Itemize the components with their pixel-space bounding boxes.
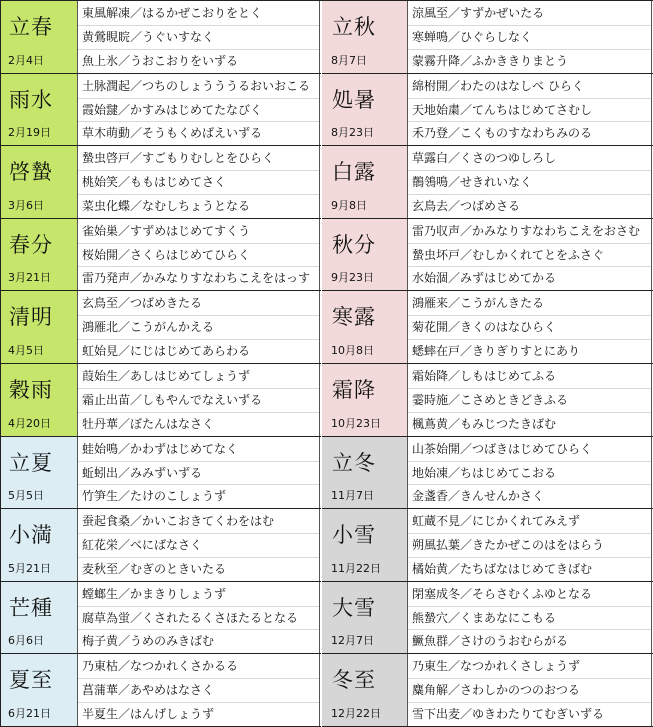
term-date: 9月8日 — [331, 199, 367, 212]
term-name: 芒種 — [9, 596, 53, 620]
term-name-cell — [1, 291, 78, 363]
microseason-entry: 蛙始鳴／かわずはじめてなく — [82, 442, 239, 456]
entry-divider — [78, 606, 319, 607]
term-name-cell — [1, 1, 78, 73]
entry-divider — [408, 98, 651, 99]
term-date: 10月8日 — [331, 344, 374, 357]
term-name-cell — [322, 364, 408, 436]
term-name: 雨水 — [9, 88, 53, 112]
term-date: 8月7日 — [331, 54, 367, 67]
term-entries — [408, 654, 652, 726]
term-row — [1, 74, 321, 146]
term-name: 立春 — [9, 15, 53, 39]
term-entries — [78, 219, 320, 290]
term-entries — [78, 1, 320, 73]
microseason-entry: 鱖魚群／さけのうおむらがる — [412, 634, 569, 648]
term-name: 冬至 — [332, 668, 376, 692]
microseason-entry: 螳螂生／かまきりしょうず — [82, 587, 227, 601]
microseason-entry: 地始凍／ちはじめてこおる — [412, 466, 557, 480]
entry-divider — [78, 121, 319, 122]
entry-divider — [78, 339, 319, 340]
entry-divider — [78, 678, 319, 679]
microseason-entry: 蚕起食桑／かいこおきてくわをはむ — [82, 514, 275, 528]
term-entries — [408, 364, 652, 436]
entry-divider — [408, 339, 651, 340]
microseason-entry: 雷乃発声／かみなりすなわちこえをはっす — [82, 271, 311, 285]
term-name-cell — [322, 74, 408, 145]
microseason-entry: 葭始生／あしはじめてしょうず — [82, 369, 251, 383]
microseason-entry: 桃始笑／ももはじめてさく — [82, 175, 227, 189]
entry-divider — [408, 49, 651, 50]
microseason-entry: 雪下出麦／ゆきわたりてむぎいずる — [412, 707, 605, 721]
term-date: 3月6日 — [8, 199, 44, 212]
term-name: 清明 — [9, 305, 53, 329]
entry-divider — [408, 388, 651, 389]
term-date: 5月21日 — [8, 562, 51, 575]
term-entries — [408, 146, 652, 218]
term-entries — [408, 219, 652, 290]
term-name-cell — [1, 219, 78, 290]
microseason-entry: 鴻雁北／こうがんかえる — [82, 320, 215, 334]
term-row — [322, 509, 653, 582]
microseason-entry: 霜始降／しもはじめてふる — [412, 369, 557, 383]
term-row — [322, 74, 653, 146]
microseason-entry: 蒙霧升降／ふかききりまとう — [412, 54, 569, 68]
microseason-entry: 菜虫化蝶／なむしちょうとなる — [82, 199, 251, 213]
term-name: 穀雨 — [9, 378, 53, 402]
term-name: 夏至 — [9, 668, 53, 692]
term-name-cell — [322, 1, 408, 73]
term-row — [1, 364, 321, 437]
microseason-entry: 蟄虫坏戸／むしかくれてとをふさぐ — [412, 248, 605, 262]
term-date: 11月7日 — [331, 489, 374, 502]
term-name: 立秋 — [332, 15, 376, 39]
term-entries — [408, 582, 652, 653]
term-date: 8月23日 — [331, 126, 374, 139]
term-name-cell — [322, 291, 408, 363]
term-name: 白露 — [332, 160, 376, 184]
term-date: 3月21日 — [8, 271, 51, 284]
entry-divider — [408, 194, 651, 195]
term-date: 2月4日 — [8, 54, 44, 67]
term-date: 11月22日 — [331, 562, 381, 575]
term-name-cell — [1, 654, 78, 726]
term-name: 立冬 — [332, 451, 376, 475]
entry-divider — [78, 315, 319, 316]
term-name: 処暑 — [332, 88, 376, 112]
term-date: 5月5日 — [8, 489, 44, 502]
entry-divider — [78, 461, 319, 462]
microseason-entry: 黄鶯睍睆／うぐいすなく — [82, 30, 215, 44]
entry-divider — [408, 678, 651, 679]
entry-divider — [408, 315, 651, 316]
term-entries — [408, 509, 652, 581]
term-date: 2月19日 — [8, 126, 51, 139]
microseason-entry: 土脉潤起／つちのしょうううるおいおこる — [82, 79, 311, 93]
entry-divider — [78, 98, 319, 99]
microseason-entry: 山茶始開／つばきはじめてひらく — [412, 442, 593, 456]
entry-divider — [78, 170, 319, 171]
microseason-entry: 霜止出苗／しもやんでなえいずる — [82, 393, 263, 407]
microseason-entry: 涼風至／すずかぜいたる — [412, 6, 545, 20]
microseason-entry: 半夏生／はんげしょうず — [82, 707, 215, 721]
entry-divider — [408, 170, 651, 171]
term-date: 10月23日 — [331, 417, 381, 430]
term-name: 寒露 — [332, 305, 376, 329]
term-row — [1, 654, 321, 727]
microseason-entry: 霞始靆／かすみはじめてたなびく — [82, 103, 263, 117]
microseason-entry: 乃東枯／なつかれくさかるる — [82, 659, 239, 673]
term-row — [322, 219, 653, 291]
entry-divider — [408, 606, 651, 607]
microseason-entry: 虹蔵不見／にじかくれてみえず — [412, 514, 581, 528]
microseason-entry: 寒蝉鳴／ひぐらしなく — [412, 30, 533, 44]
term-name-cell — [322, 654, 408, 726]
term-row — [322, 291, 653, 364]
term-name-cell — [1, 509, 78, 581]
entry-divider — [408, 243, 651, 244]
term-row — [322, 1, 653, 74]
term-row — [322, 146, 653, 219]
entry-divider — [408, 412, 651, 413]
microseason-entry: 魚上氷／うおこおりをいずる — [82, 54, 239, 68]
entry-divider — [78, 266, 319, 267]
microseason-entry: 梅子黄／うめのみきばむ — [82, 634, 215, 648]
term-name-cell — [322, 146, 408, 218]
entry-divider — [78, 557, 319, 558]
entry-divider — [78, 412, 319, 413]
term-row — [1, 582, 321, 654]
term-entries — [78, 364, 320, 436]
entry-divider — [78, 484, 319, 485]
microseason-entry: 橘始黄／たちばなはじめてきばむ — [412, 562, 593, 576]
microseason-entry: 鶺鴒鳴／せきれいなく — [412, 175, 533, 189]
entry-divider — [408, 629, 651, 630]
entry-divider — [78, 243, 319, 244]
term-name: 啓蟄 — [9, 160, 53, 184]
microseason-entry: 熊蟄穴／くまあなにこもる — [412, 611, 557, 625]
entry-divider — [408, 533, 651, 534]
term-name-cell — [1, 364, 78, 436]
term-name-cell — [322, 219, 408, 290]
term-name: 大雪 — [332, 596, 376, 620]
term-date: 12月22日 — [331, 707, 381, 720]
entry-divider — [408, 484, 651, 485]
term-date: 4月20日 — [8, 417, 51, 430]
term-date: 6月6日 — [8, 634, 44, 647]
term-name-cell — [1, 437, 78, 508]
microseason-entry: 天地始粛／てんちはじめてさむし — [412, 103, 593, 117]
term-date: 12月7日 — [331, 634, 374, 647]
microseason-entry: 雀始巣／すずめはじめてすくう — [82, 224, 251, 238]
term-row — [1, 509, 321, 582]
microseason-entry: 菊花開／きくのはなひらく — [412, 320, 557, 334]
term-name-cell — [322, 509, 408, 581]
microseason-entry: 綿柎開／わたのはなしべ ひらく — [412, 79, 584, 93]
microseason-entry: 虹始見／にじはじめてあらわる — [82, 344, 251, 358]
entry-divider — [408, 557, 651, 558]
term-row — [1, 1, 321, 74]
microseason-entry: 乃東生／なつかれくさしょうず — [412, 659, 581, 673]
microseason-entry: 草露白／くさのつゆしろし — [412, 151, 557, 165]
entry-divider — [408, 25, 651, 26]
term-name: 立夏 — [9, 451, 53, 475]
term-name-cell — [322, 582, 408, 653]
microseason-entry: 東風解凍／はるかぜこおりをとく — [82, 6, 263, 20]
microseason-entry: 蟄虫啓戸／すごもりむしとをひらく — [82, 151, 275, 165]
term-row — [322, 654, 653, 727]
entry-divider — [78, 629, 319, 630]
microseason-entry: 玄鳥至／つばめきたる — [82, 296, 203, 310]
entry-divider — [78, 25, 319, 26]
entry-divider — [78, 49, 319, 50]
term-entries — [78, 437, 320, 508]
microseason-entry: 蟋蟀在戸／きりぎりすとにあり — [412, 344, 581, 358]
term-name: 秋分 — [332, 233, 376, 257]
microseason-entry: 麋角解／さわしかのつのおつる — [412, 683, 580, 697]
microseason-entry: 水始涸／みずはじめてかる — [412, 271, 557, 285]
entry-divider — [408, 461, 651, 462]
term-date: 6月21日 — [8, 707, 51, 720]
microseason-entry: 竹笋生／たけのこしょうず — [82, 489, 227, 503]
term-entries — [408, 291, 652, 363]
microseason-entry: 菖蒲華／あやめはなさく — [82, 683, 215, 697]
entry-divider — [78, 388, 319, 389]
term-name: 春分 — [9, 233, 53, 257]
term-entries — [78, 74, 320, 145]
microseason-entry: 草木萌動／そうもくめばえいずる — [82, 126, 263, 140]
entry-divider — [408, 702, 651, 703]
microseason-entry: 閉塞成冬／そらさむくふゆとなる — [412, 587, 593, 601]
microseason-entry: 牡丹華／ぼたんはなさく — [82, 417, 215, 431]
term-date: 9月23日 — [331, 271, 374, 284]
term-row — [1, 291, 321, 364]
term-row — [1, 437, 321, 509]
term-entries — [408, 437, 652, 508]
term-name-cell — [1, 582, 78, 653]
term-name: 小雪 — [332, 523, 376, 547]
entry-divider — [78, 533, 319, 534]
term-row — [1, 219, 321, 291]
term-entries — [78, 654, 320, 726]
microseason-entry: 雷乃収声／かみなりすなわちこえをおさむ — [412, 224, 641, 238]
microseason-entry: 腐草為蛍／くされたるくさほたるとなる — [82, 611, 299, 625]
term-name: 小満 — [9, 523, 53, 547]
term-entries — [78, 146, 320, 218]
term-entries — [78, 509, 320, 581]
microseason-entry: 紅花栄／べにばなさく — [82, 538, 203, 552]
microseason-entry: 麦秋至／むぎのときいたる — [82, 562, 227, 576]
entry-divider — [78, 194, 319, 195]
term-name-cell — [1, 146, 78, 218]
entry-divider — [408, 266, 651, 267]
microseason-entry: 金盞香／きんせんかさく — [412, 489, 545, 503]
microseason-entry: 蚯蚓出／みみずいずる — [82, 466, 203, 480]
term-name-cell — [322, 437, 408, 508]
microseason-entry: 桜始開／さくらはじめてひらく — [82, 248, 251, 262]
term-row — [322, 364, 653, 437]
term-entries — [408, 1, 652, 73]
entry-divider — [408, 121, 651, 122]
microseason-entry: 玄鳥去／つばめさる — [412, 199, 521, 213]
microseason-entry: 朔風払葉／きたかぜこのはをはらう — [412, 538, 605, 552]
microseason-entry: 鴻雁来／こうがんきたる — [412, 296, 545, 310]
microseason-entry: 禾乃登／こくものすなわちみのる — [412, 126, 593, 140]
term-date: 4月5日 — [8, 344, 44, 357]
term-entries — [78, 291, 320, 363]
microseason-entry: 楓蔦黄／もみじつたきばむ — [412, 417, 557, 431]
term-entries — [78, 582, 320, 653]
term-row — [1, 146, 321, 219]
term-entries — [408, 74, 652, 145]
term-row — [322, 437, 653, 509]
entry-divider — [78, 702, 319, 703]
microseason-entry: 霎時施／こさめときどきふる — [412, 393, 569, 407]
term-row — [322, 582, 653, 654]
term-name: 霜降 — [332, 378, 376, 402]
term-name-cell — [1, 74, 78, 145]
